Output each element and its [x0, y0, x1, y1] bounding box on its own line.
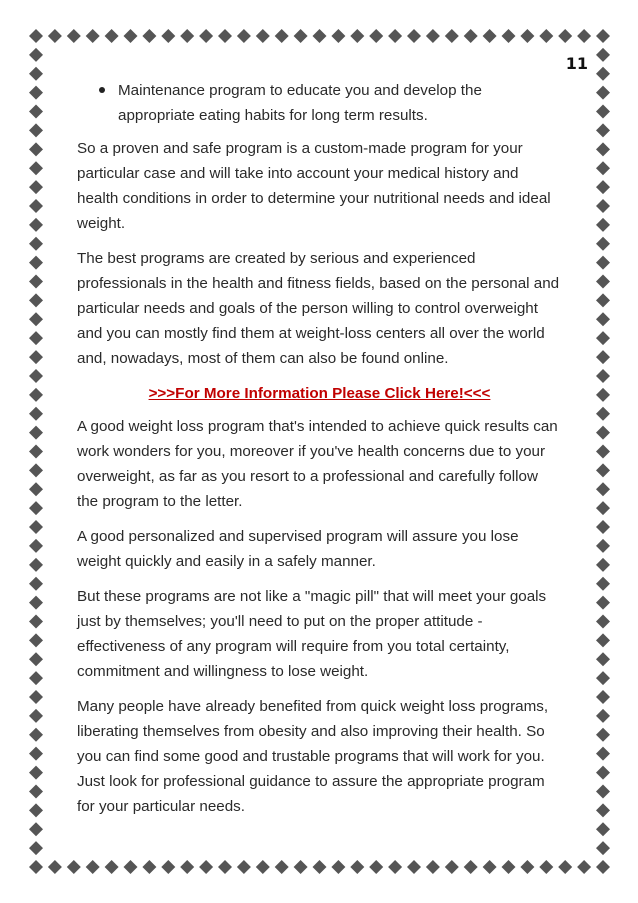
border-diamond — [256, 29, 270, 43]
border-diamond — [180, 860, 194, 874]
border-diamond — [596, 180, 610, 194]
border-diamond — [596, 501, 610, 515]
border-diamond — [86, 860, 100, 874]
border-diamond — [29, 520, 43, 534]
border-diamond — [29, 841, 43, 855]
border-diamond — [596, 237, 610, 251]
border-diamond — [86, 29, 100, 43]
border-diamond — [29, 577, 43, 591]
border-diamond — [426, 29, 440, 43]
border-diamond — [445, 860, 459, 874]
border-diamond — [29, 388, 43, 402]
border-diamond — [596, 256, 610, 270]
border-diamond — [161, 860, 175, 874]
border-diamond — [29, 652, 43, 666]
bullet-list — [77, 78, 562, 128]
border-diamond — [596, 520, 610, 534]
border-diamond — [350, 29, 364, 43]
border-diamond — [275, 29, 289, 43]
border-diamond — [29, 86, 43, 100]
border-diamond — [294, 860, 308, 874]
border-diamond — [577, 860, 591, 874]
border-diamond — [596, 350, 610, 364]
border-diamond — [558, 29, 572, 43]
border-diamond — [29, 67, 43, 81]
border-diamond — [29, 48, 43, 62]
border-diamond — [596, 199, 610, 213]
border-diamond — [29, 614, 43, 628]
paragraph: So a proven and safe program is a custom-made program for your particular case and will take into account your medical history and health conditions in order to determine your nutritional needs and ideal weight. — [77, 140, 551, 232]
border-diamond — [369, 860, 383, 874]
border-diamond — [596, 161, 610, 175]
border-diamond — [596, 218, 610, 232]
border-diamond — [29, 558, 43, 572]
border-diamond — [596, 105, 610, 119]
border-diamond — [596, 860, 610, 874]
border-diamond — [369, 29, 383, 43]
border-diamond — [596, 142, 610, 156]
border-diamond — [331, 860, 345, 874]
border-diamond — [596, 690, 610, 704]
border-diamond — [596, 652, 610, 666]
border-diamond — [313, 860, 327, 874]
border-diamond — [502, 29, 516, 43]
border-diamond — [426, 860, 440, 874]
border-diamond — [596, 633, 610, 647]
border-diamond — [388, 29, 402, 43]
border-diamond — [29, 690, 43, 704]
bullet-item: Maintenance program to educate you and develop the appropriate eating habits for long term results. — [77, 78, 562, 128]
border-diamond — [596, 463, 610, 477]
border-diamond — [596, 293, 610, 307]
border-diamond — [596, 123, 610, 137]
border-diamond — [596, 539, 610, 553]
border-diamond — [596, 614, 610, 628]
border-diamond — [596, 766, 610, 780]
border-diamond — [29, 747, 43, 761]
border-diamond — [294, 29, 308, 43]
border-diamond — [596, 331, 610, 345]
paragraph: A good weight loss program that's intended to achieve quick results can work wonders for you, moreover if you've health concerns due to your overweight, as far as you resort to a professional and carefully follow the program to the letter. — [77, 418, 558, 510]
border-diamond — [483, 29, 497, 43]
paragraph: Many people have already benefited from quick weight loss programs, liberating themselves from obesity and also improving their health. So you can find some good and trustable programs that will work for you. Just look for professional guidance to assure the appropriate program for your particular needs. — [77, 698, 549, 815]
border-diamond — [29, 445, 43, 459]
border-diamond — [48, 29, 62, 43]
border-diamond — [29, 822, 43, 836]
border-diamond — [199, 29, 213, 43]
border-diamond — [520, 29, 534, 43]
border-diamond — [331, 29, 345, 43]
border-diamond — [29, 275, 43, 289]
border-diamond — [464, 29, 478, 43]
border-diamond — [29, 29, 43, 43]
border-diamond — [596, 86, 610, 100]
border-diamond — [29, 596, 43, 610]
cta-link-container — [77, 381, 562, 406]
border-diamond — [275, 860, 289, 874]
more-information-link[interactable]: >>>For More Information Please Click Here!<<< — [148, 385, 491, 402]
border-diamond — [29, 482, 43, 496]
border-diamond — [161, 29, 175, 43]
border-diamond — [67, 29, 81, 43]
border-diamond — [29, 709, 43, 723]
border-diamond — [29, 142, 43, 156]
border-diamond — [29, 293, 43, 307]
border-diamond — [464, 860, 478, 874]
border-diamond — [596, 784, 610, 798]
border-diamond — [596, 388, 610, 402]
paragraph: A good personalized and supervised program will assure you lose weight quickly and easily in a safely manner. — [77, 528, 519, 570]
border-diamond — [29, 369, 43, 383]
border-diamond — [29, 180, 43, 194]
border-diamond — [218, 860, 232, 874]
border-diamond — [483, 860, 497, 874]
border-diamond — [596, 728, 610, 742]
border-diamond — [596, 482, 610, 496]
border-diamond — [596, 29, 610, 43]
border-diamond — [29, 256, 43, 270]
border-diamond — [29, 237, 43, 251]
border-diamond — [596, 822, 610, 836]
border-diamond — [596, 671, 610, 685]
border-diamond — [29, 407, 43, 421]
border-diamond — [124, 860, 138, 874]
paragraph: But these programs are not like a "magic pill" that will meet your goals just by themselves; you'll need to put on the proper attitude - effectiveness of any program will require from you total certainty, commitment and willingness to lose weight. — [77, 588, 547, 680]
border-diamond — [29, 350, 43, 364]
border-diamond — [218, 29, 232, 43]
border-diamond — [596, 426, 610, 440]
border-diamond — [558, 860, 572, 874]
border-diamond — [539, 29, 553, 43]
border-diamond — [67, 860, 81, 874]
border-diamond — [596, 558, 610, 572]
border-diamond — [29, 199, 43, 213]
border-diamond — [199, 860, 213, 874]
border-diamond — [180, 29, 194, 43]
border-diamond — [29, 728, 43, 742]
border-diamond — [596, 709, 610, 723]
border-diamond — [596, 577, 610, 591]
border-diamond — [29, 161, 43, 175]
border-diamond — [313, 29, 327, 43]
border-diamond — [29, 633, 43, 647]
border-diamond — [29, 123, 43, 137]
border-diamond — [29, 105, 43, 119]
border-diamond — [29, 766, 43, 780]
border-diamond — [48, 860, 62, 874]
border-diamond — [29, 312, 43, 326]
border-diamond — [142, 860, 156, 874]
border-diamond — [29, 860, 43, 874]
border-diamond — [596, 275, 610, 289]
border-diamond — [29, 218, 43, 232]
border-diamond — [105, 29, 119, 43]
border-diamond — [520, 860, 534, 874]
border-diamond — [29, 463, 43, 477]
border-diamond — [29, 671, 43, 685]
border-diamond — [596, 407, 610, 421]
border-diamond — [445, 29, 459, 43]
border-diamond — [29, 331, 43, 345]
border-diamond — [596, 596, 610, 610]
border-diamond — [105, 860, 119, 874]
border-diamond — [596, 312, 610, 326]
border-diamond — [596, 747, 610, 761]
border-diamond — [596, 841, 610, 855]
page-content — [77, 78, 562, 829]
border-diamond — [596, 369, 610, 383]
border-diamond — [407, 860, 421, 874]
paragraph: The best programs are created by serious and experienced professionals in the health and fitness fields, based on the personal and particular needs and goals of the person willing to control overweight and you can mostly find them at weight-loss centers all over the world and, nowadays, most of them can also be found online. — [77, 250, 560, 367]
border-diamond — [29, 501, 43, 515]
border-diamond — [256, 860, 270, 874]
border-diamond — [596, 445, 610, 459]
border-diamond — [29, 803, 43, 817]
border-diamond — [596, 803, 610, 817]
border-diamond — [577, 29, 591, 43]
border-diamond — [29, 426, 43, 440]
border-diamond — [407, 29, 421, 43]
border-diamond — [596, 48, 610, 62]
page-number: 11 — [565, 54, 588, 73]
border-diamond — [29, 784, 43, 798]
border-diamond — [539, 860, 553, 874]
border-diamond — [29, 539, 43, 553]
border-diamond — [596, 67, 610, 81]
border-diamond — [124, 29, 138, 43]
border-diamond — [350, 860, 364, 874]
border-diamond — [142, 29, 156, 43]
border-diamond — [237, 860, 251, 874]
border-diamond — [502, 860, 516, 874]
border-diamond — [388, 860, 402, 874]
border-diamond — [237, 29, 251, 43]
